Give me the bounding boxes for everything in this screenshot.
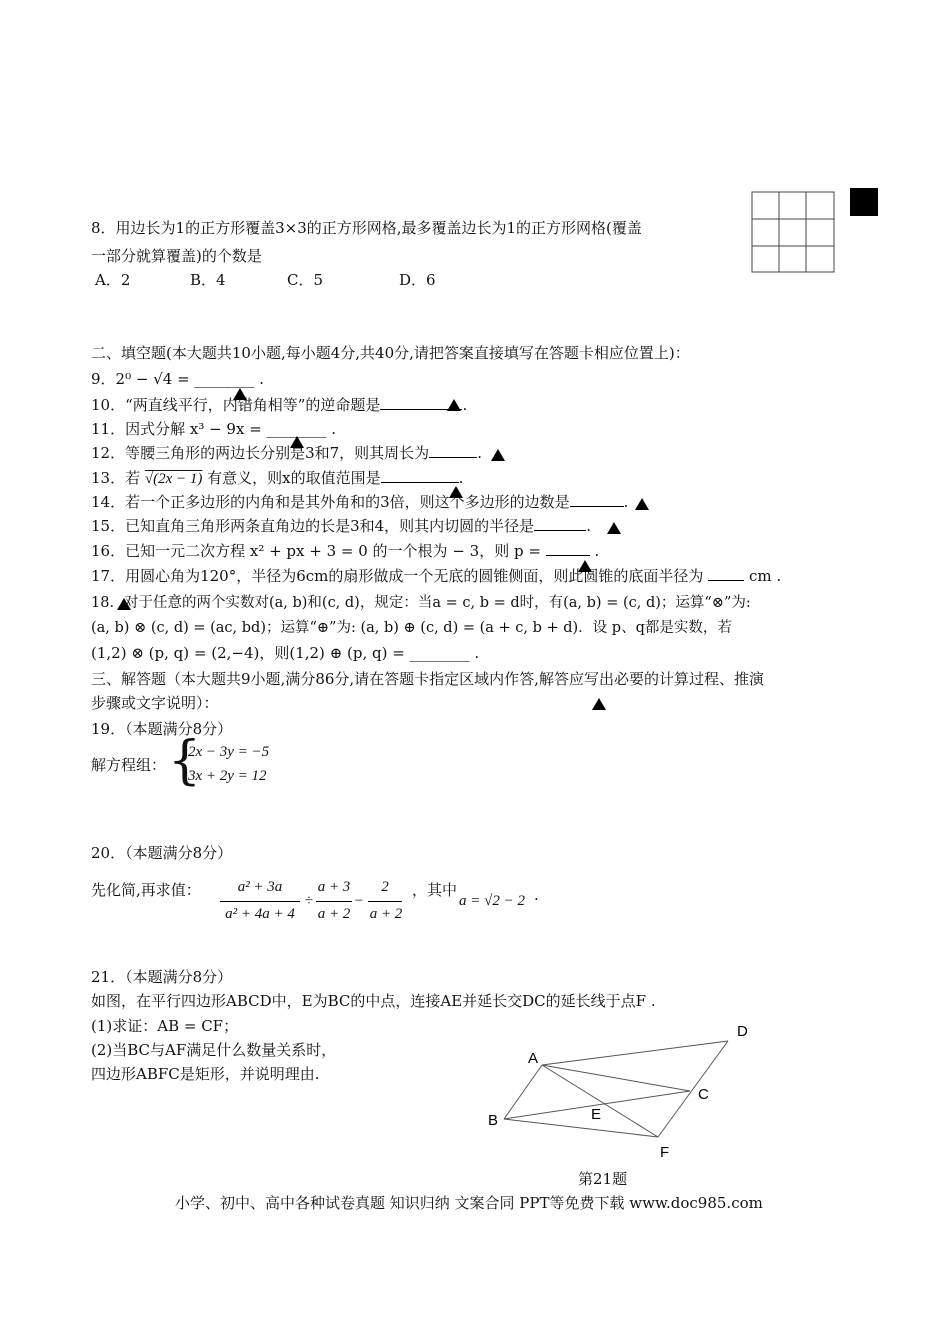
segment-AD xyxy=(542,1041,728,1065)
q20-f3-bar xyxy=(368,901,402,902)
label-E: E xyxy=(591,1106,602,1123)
q15-blank xyxy=(534,516,586,531)
q21-title: 21．（本题满分8分） xyxy=(91,968,233,986)
q21-line1: 如图，在平行四边形ABCD中，E为BC的中点，连接AE并延长交DC的延长线于点F . xyxy=(91,992,656,1010)
q21-caption: 第21题 xyxy=(578,1170,628,1188)
q21-line4: 四边形ABFC是矩形，并说明理由. xyxy=(91,1065,320,1083)
q8-line1: 8．用边长为1的正方形覆盖3×3的正方形网格,最多覆盖边长为1的正方形网格(覆盖 xyxy=(91,219,642,237)
q10 xyxy=(91,395,467,415)
q14 xyxy=(91,492,628,512)
black-square xyxy=(850,188,878,216)
q12-blank xyxy=(429,443,477,458)
q20-title: 20．（本题满分8分） xyxy=(91,844,233,862)
triangle-marker xyxy=(449,486,463,498)
q15-end: . xyxy=(586,517,591,535)
q20-f2-num: a + 3 xyxy=(317,879,351,895)
q8-choice-b: B．4 xyxy=(190,271,226,289)
q13-end: . xyxy=(458,469,464,487)
segment-DF xyxy=(658,1041,728,1137)
q20-value: a = √2 − 2 xyxy=(459,893,525,909)
q11: 11．因式分解 x³ − 9x = ________ . xyxy=(91,420,337,438)
triangle-marker xyxy=(578,560,592,572)
q17-text: 17．用圆心角为120°，半径为6cm的扇形做成一个无底的圆锥侧面，则此圆锥的底面半径为 xyxy=(91,567,704,585)
q12-text: 12．等腰三角形的两边长分别是3和7，则其周长为 xyxy=(91,444,430,462)
q17-unit: cm . xyxy=(748,567,782,585)
q18-line2: (a, b) ⊗ (c, d) = (ac, bd)；运算“⊕”为: (a, b) ⊕ (c, d) = (a + c, b + d)．设 p、q都是实数，若 xyxy=(91,620,732,636)
grid-figure xyxy=(750,190,838,276)
q14-end: . xyxy=(623,493,629,511)
triangle-marker xyxy=(635,498,649,510)
q20-f1-den: a² + 4a + 4 xyxy=(225,906,295,922)
triangle-marker xyxy=(607,522,621,534)
q13-text-c: 有意义，则x的取值范围是 xyxy=(207,469,381,487)
q17-blank xyxy=(708,566,744,581)
q16 xyxy=(91,541,599,561)
q16-text: 16．已知一元二次方程 x² + px + 3 = 0 的一个根为 − 3，则 p = xyxy=(91,542,541,560)
q20-op2: − xyxy=(354,893,364,909)
q20-f2-bar xyxy=(316,901,352,902)
segment-BF xyxy=(504,1119,658,1137)
segment-AB xyxy=(504,1065,542,1119)
q12 xyxy=(91,443,482,463)
q19-title: 19．（本题满分8分） xyxy=(91,720,233,738)
q20-f3-num: 2 xyxy=(381,879,389,895)
q21-line2: (1)求证：AB = CF； xyxy=(91,1017,239,1035)
q20-f1-num: a² + 3a xyxy=(237,879,283,895)
q20-f3-den: a + 2 xyxy=(369,906,403,922)
q18-line1: 18．对于任意的两个实数对(a, b)和(c, d)，规定：当a = c, b = d时，有(a, b) = (c, d)；运算“⊗”为: xyxy=(91,595,751,611)
q8-choice-c: C．5 xyxy=(287,271,324,289)
q20-where: ，其中 xyxy=(412,881,458,899)
q19-prompt: 解方程组： xyxy=(91,756,167,774)
q20-prompt: 先化简,再求值： xyxy=(91,881,201,899)
q10-end: . xyxy=(462,396,468,414)
label-A: A xyxy=(528,1050,539,1067)
label-B: B xyxy=(488,1112,499,1129)
q21-figure xyxy=(480,1015,770,1165)
q15 xyxy=(91,516,591,536)
q19-eq1: 2x − 3y = −5 xyxy=(188,744,270,760)
q8-choice-a: A．2 xyxy=(95,271,131,289)
q15-text: 15．已知直角三角形两条直角边的长是3和4，则其内切圆的半径是 xyxy=(91,517,535,535)
q13 xyxy=(91,468,463,489)
triangle-marker xyxy=(290,436,304,448)
q14-text: 14．若一个正多边形的内角和是其外角和的3倍，则这个多边形的边数是 xyxy=(91,493,570,511)
q20-op1: ÷ xyxy=(304,893,314,909)
q8-line2: 一部分就算覆盖)的个数是 xyxy=(91,247,262,265)
q13-text-a: 13．若 xyxy=(91,469,141,487)
q16-blank xyxy=(546,541,590,556)
label-F: F xyxy=(660,1144,670,1161)
q19-eq2: 3x + 2y = 12 xyxy=(188,768,267,784)
q20-f1-bar xyxy=(220,901,300,902)
q8-choice-d: D．6 xyxy=(399,271,436,289)
triangle-marker xyxy=(447,399,461,411)
segment-AF xyxy=(542,1065,658,1137)
q19-brace: { xyxy=(168,731,202,791)
q18-line3: (1,2) ⊗ (p, q) = (2,−4)，则(1,2) ⊕ (p, q) = ________ . xyxy=(91,644,480,662)
q20-end: . xyxy=(534,886,539,904)
q13-radical: √(2x − 1) xyxy=(144,471,203,487)
q20-f2-den: a + 2 xyxy=(317,906,351,922)
footer-text: 小学、初中、高中各种试卷真题 知识归纳 文案合同 PPT等免费下载 www.doc985.com xyxy=(175,1194,763,1212)
q21-line3: (2)当BC与AF满足什么数量关系时， xyxy=(91,1041,337,1059)
label-D: D xyxy=(737,1023,748,1040)
triangle-marker xyxy=(233,388,247,400)
segment-AC xyxy=(542,1065,690,1091)
q14-blank xyxy=(570,492,624,507)
q16-end: . xyxy=(594,542,600,560)
q12-end: . xyxy=(477,444,482,462)
q13-blank xyxy=(381,468,459,483)
section3-heading-2: 步骤或文字说明）： xyxy=(91,694,219,712)
triangle-marker xyxy=(491,449,505,461)
triangle-marker xyxy=(592,698,606,710)
section2-heading: 二、填空题(本大题共10小题,每小题4分,共40分,请把答案直接填写在答题卡相应位置上)： xyxy=(91,344,690,362)
label-C: C xyxy=(698,1086,709,1103)
q17 xyxy=(91,566,781,586)
q9: 9．2⁰ − √4 = ________ . xyxy=(91,370,264,388)
q10-text: 10．“两直线平行，内错角相等”的逆命题是 xyxy=(91,396,381,414)
section3-heading-1: 三、解答题（本大题共9小题,满分86分,请在答题卡指定区域内作答,解答应写出必要的计算过程、推演 xyxy=(91,670,764,688)
triangle-marker xyxy=(117,598,131,610)
